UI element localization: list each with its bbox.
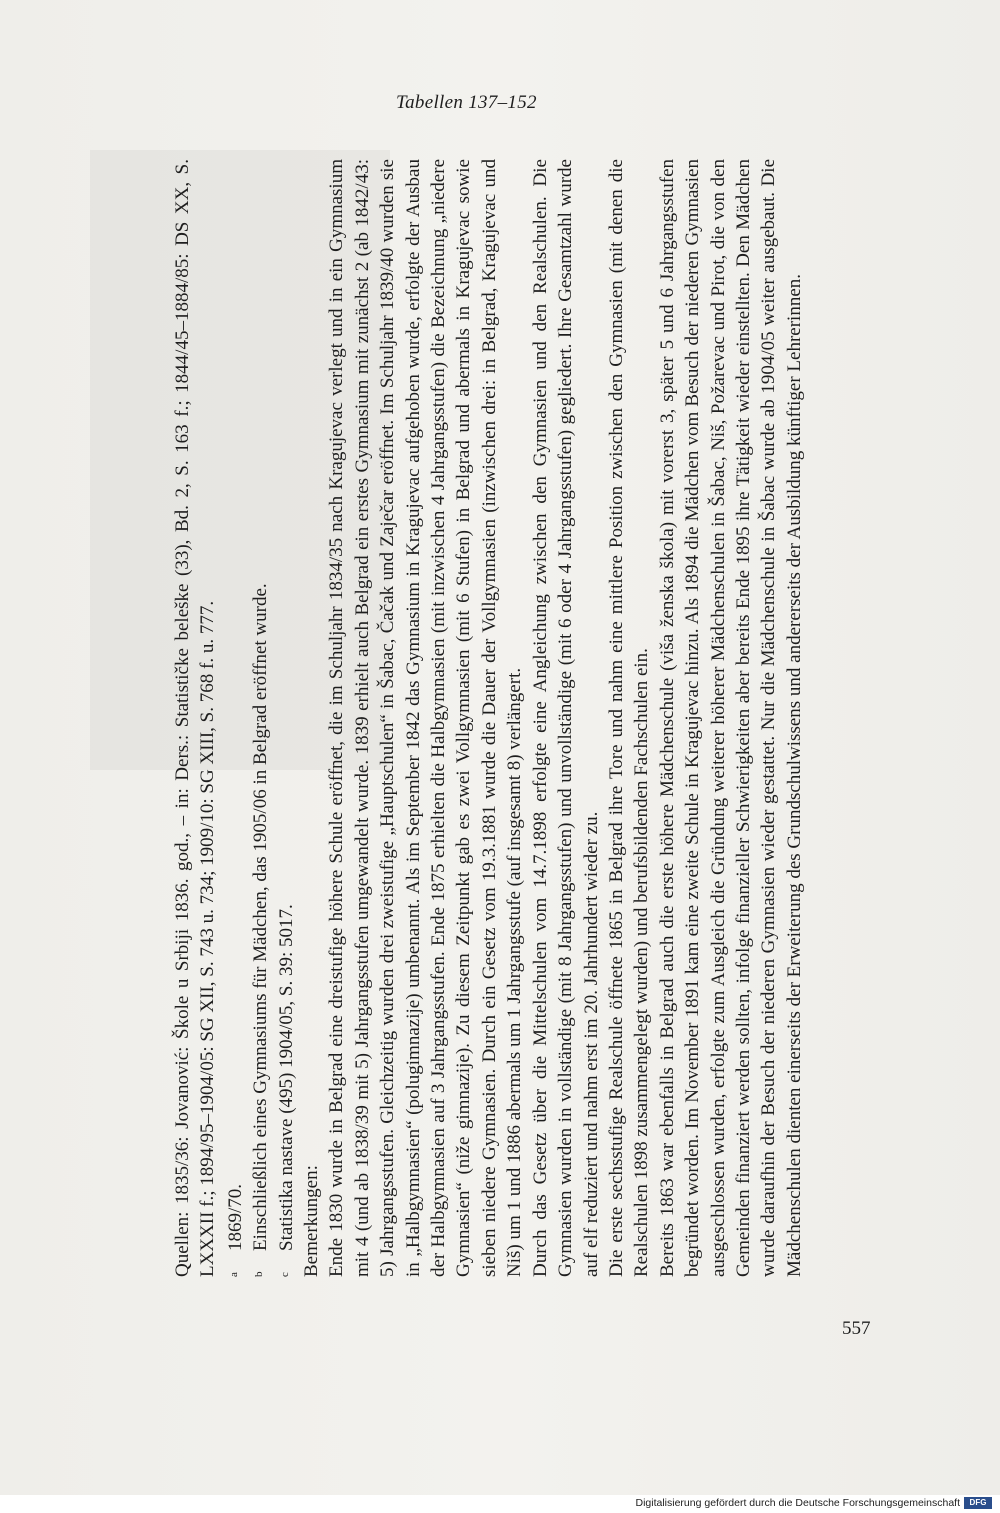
remarks-heading: Bemerkungen: (301, 1165, 323, 1277)
sources-note: Quellen: 1835/36: Jovanović: Škole u Srbiji 1836. god., – in: Ders.: Statističke beleške (33), Bd. 2, S. 163 f.; 1844/45–1884/85: DS XX, S. LXXXII f.; 1894/95–1904/05: SG XII, S. 743 u. 734; 1909/10: SG XIII, S. 768 f. u. 777. (172, 159, 219, 1277)
dfg-logo: DFG (964, 1497, 992, 1509)
running-head: Tabellen 137–152 (396, 92, 537, 113)
footer-credit: Digitalisierung gefördert durch die Deutsche Forschungsgemeinschaft (635, 1497, 960, 1509)
footnote-a (223, 159, 248, 1277)
remarks-paragraph: Durch das Gesetz über die Mittelschulen vom 14.7.1898 erfolgte eine Angleichung zwischen den Gymnasien und den Realschulen. Die Gymnasien wurden in vollständige (mit 8 Jahrgangsstufen) und unvollständige (mit 6 oder 4 Jahrgangsstufen) gegliedert. Ihre Gesamtzahl wurde auf elf reduziert und nahm erst im 20. Jahrhundert wieder zu. (529, 159, 602, 1277)
remarks-paragraph: Ende 1830 wurde in Belgrad eine dreistufige höhere Schule eröffnet, die im Schuljahr 1834/35 nach Kragujevac verlegt und in ein Gymnasium mit 4 (und ab 1838/39 mit 5) Jahrgangsstufen umgewandelt wurde. 1839 erhielt auch Belgrad ein erstes Gymnasium mit zunächst 2 (ab 1842/43: 5) Jahrgangsstufen. Gleichzeitig wurden drei zweistufige „Hauptschulen“ in Šabac, Čačak und Zaječar eröffnet. Im Schuljahr 1839/40 wurden sie in „Halbgymnasien“ (polugimnazije) umbenannt. Als im September 1842 das Gymnasium in Kragujevac aufgehoben wurde, erfolgte der Ausbau der Halbgymnasien auf 3 Jahrgangsstufen. Ende 1875 erhielten die Halbgymnasien (mit inzwischen 4 Jahrgangsstufen) die Bezeichnung „niedere Gymnasien“ (niže gimnazije). Zu diesem Zeitpunkt gab es zwei Vollgymnasien (mit 6 Stufen) in Belgrad und abermals in Kragujevac sowie sieben niedere Gymnasien. Durch ein Gesetz vom 19.3.1881 wurde die Dauer der Vollgymnasien (inzwischen drei: in Belgrad, Kragujevac und Niš) um 1 und 1886 abermals um 1 Jahrgangsstufe (auf insgesamt 8) verlängert. (326, 159, 526, 1277)
footnote-c (274, 159, 299, 1277)
footnote-mark: b (253, 1271, 266, 1277)
footnote-text: Statistika nastave (495) 1904/05, S. 39: 5017. (275, 904, 297, 1251)
remarks-paragraph: Die erste sechsstufige Realschule öffnete 1865 in Belgrad ihre Tore und nahm eine mittlere Position zwischen den Gymnasien (mit denen die Realschulen 1898 zusammengelegt wurden) und berufsbildenden Fachschulen ein. (605, 159, 653, 1277)
footnote-text: 1869/70. (224, 1183, 246, 1251)
page-number: 557 (842, 1318, 871, 1339)
footnote-text: Einschließlich eines Gymnasiums für Mädchen, das 1905/06 in Belgrad eröffnet wurde. (250, 583, 272, 1251)
footnote-mark: c (278, 1272, 291, 1277)
footnote-b (248, 159, 273, 1277)
remarks-paragraph: Bereits 1863 war ebenfalls in Belgrad auch die erste höhere Mädchenschule (viša ženska škola) mit vorerst 3, später 5 und 6 Jahrgangsstufen begründet worden. Im November 1891 kam eine zweite Schule in Kragujevac hinzu. Als 1894 die Mädchen vom Besuch der niederen Gymnasien ausgeschlossen wurden, erfolgte zum Ausgleich die Gründung weiterer höherer Mädchenschulen in Šabac, Niš, Požarevac und Pirot, die von den Gemeinden finanziert werden sollten, infolge finanzieller Schwierigkeiten aber bereits Ende 1895 ihre Tätigkeit wieder einstellten. Den Mädchen wurde daraufhin der Besuch der niederen Gymnasien wieder gestattet. Nur die Mädchenschule in Šabac wurde ab 1904/05 weiter ausgebaut. Die Mädchenschulen dienten einerseits der Erweiterung des Grundschulwissens und andererseits der Ausbildung künftiger Lehrerinnen. (656, 159, 805, 1277)
footnote-mark: a (227, 1272, 240, 1277)
rotated-text-block (170, 159, 860, 1277)
